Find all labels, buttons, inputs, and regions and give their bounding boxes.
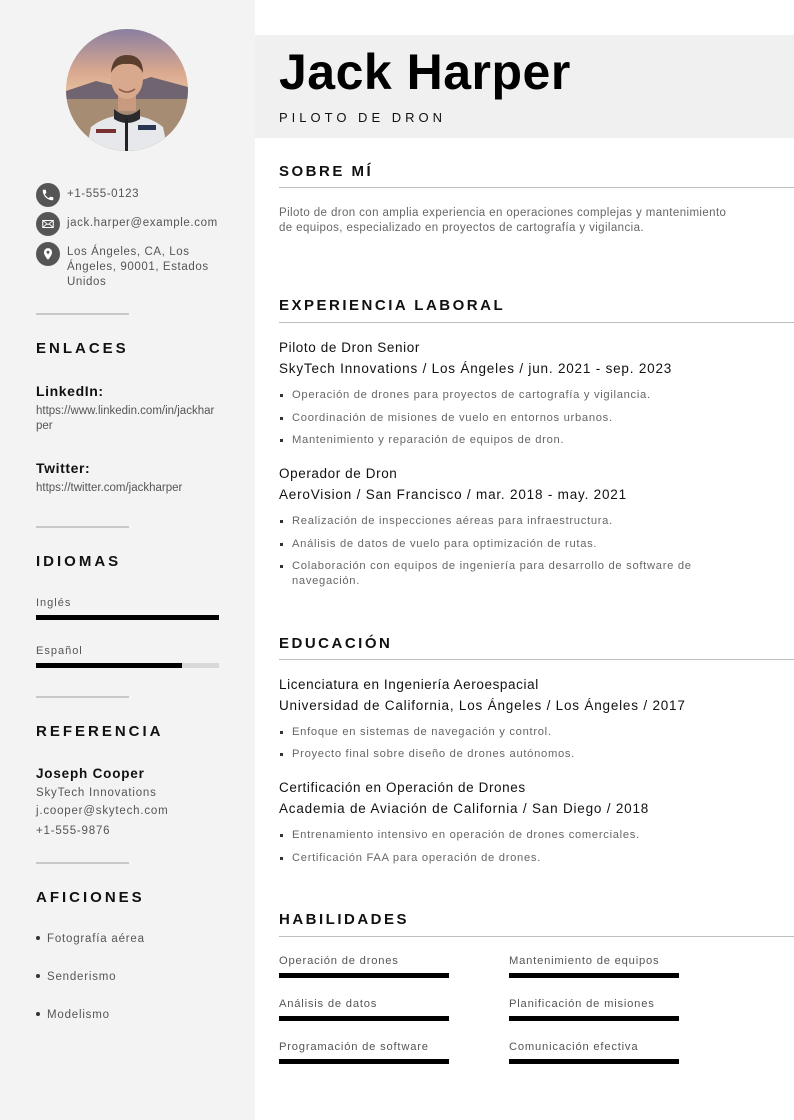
language-level-bar — [36, 615, 219, 620]
skill-level-bar — [279, 1059, 449, 1064]
divider — [36, 526, 129, 528]
skill-level-bar — [509, 973, 679, 978]
contact-address — [36, 242, 217, 290]
degree-title: Licenciatura en Ingeniería Aeroespacial — [279, 677, 539, 692]
skill-level-fill — [509, 1059, 679, 1064]
job-bullet: Operación de drones para proyectos de cartografía y vigilancia. — [279, 388, 749, 403]
skill-name: Programación de software — [279, 1041, 429, 1053]
language-level-fill — [36, 615, 219, 620]
language-level-fill — [36, 663, 182, 668]
hobby-item — [36, 933, 145, 945]
reference-heading: REFERENCIA — [36, 723, 164, 740]
degree-details: Academia de Aviación de California / San Diego / 2018 — [279, 801, 650, 816]
language-level-bar — [36, 663, 219, 668]
job-bullet: Realización de inspecciones aéreas para infraestructura. — [279, 514, 749, 529]
bullet-icon — [36, 974, 40, 978]
reference-company: SkyTech Innovations — [36, 787, 157, 799]
education-bullet: Enfoque en sistemas de navegación y control. — [279, 725, 749, 740]
section-rule — [279, 187, 794, 188]
skill-name: Operación de drones — [279, 955, 399, 967]
job-role: Operador de Dron — [279, 466, 398, 481]
twitter-link[interactable]: https://twitter.com/jackharper — [36, 482, 183, 494]
job-bullet: Mantenimiento y reparación de equipos de dron. — [279, 433, 749, 448]
skill-level-fill — [279, 1059, 449, 1064]
language-name: Español — [36, 645, 83, 657]
experience-heading: EXPERIENCIA LABORAL — [279, 297, 506, 314]
education-bullet: Entrenamiento intensivo en operación de drones comerciales. — [279, 828, 749, 843]
job-bullet: Coordinación de misiones de vuelo en entornos urbanos. — [279, 411, 749, 426]
address-text: Los Ángeles, CA, Los Ángeles, 90001, Estados Unidos — [67, 246, 209, 288]
skill-level-bar — [279, 1016, 449, 1021]
job-bullet: Análisis de datos de vuelo para optimización de rutas. — [279, 537, 749, 552]
job-title: PILOTO DE DRON — [279, 110, 447, 125]
sidebar — [0, 0, 255, 1120]
hobby-label: Fotografía aérea — [47, 933, 145, 945]
skill-level-fill — [509, 973, 679, 978]
skill-level-bar — [509, 1016, 679, 1021]
skill-level-bar — [279, 973, 449, 978]
reference-email[interactable]: j.cooper@skytech.com — [36, 805, 169, 817]
divider — [36, 696, 129, 698]
reference-name: Joseph Cooper — [36, 766, 145, 781]
section-rule — [279, 322, 794, 323]
email-text[interactable]: jack.harper@example.com — [67, 217, 218, 229]
skill-name: Análisis de datos — [279, 998, 378, 1010]
hobby-label: Modelismo — [47, 1009, 110, 1021]
skills-heading: HABILIDADES — [279, 911, 410, 928]
reference-phone[interactable]: +1-555-9876 — [36, 825, 111, 837]
skill-name: Mantenimiento de equipos — [509, 955, 660, 967]
divider — [36, 862, 129, 864]
education-bullet: Certificación FAA para operación de drones. — [279, 851, 749, 866]
degree-title: Certificación en Operación de Drones — [279, 780, 526, 795]
portrait-image — [66, 29, 188, 151]
skill-level-bar — [509, 1059, 679, 1064]
phone-icon — [36, 183, 60, 207]
education-bullet: Proyecto final sobre diseño de drones autónomos. — [279, 747, 749, 762]
bullet-icon — [36, 936, 40, 940]
language-name: Inglés — [36, 597, 72, 609]
main-content — [255, 0, 794, 1120]
candidate-name: Jack Harper — [279, 44, 571, 100]
skill-level-fill — [509, 1016, 679, 1021]
skill-level-fill — [279, 973, 449, 978]
about-text: Piloto de dron con amplia experiencia en operaciones complejas y mantenimiento de equipos, especializado en proyectos de cartografía y vigilancia. — [279, 207, 727, 234]
education-heading: EDUCACIÓN — [279, 635, 393, 652]
links-heading: ENLACES — [36, 340, 129, 357]
languages-heading: IDIOMAS — [36, 553, 122, 570]
job-bullet: Colaboración con equipos de ingeniería para desarrollo de software de navegación. — [279, 559, 749, 588]
about-heading: SOBRE MÍ — [279, 163, 374, 180]
bullet-icon — [36, 1012, 40, 1016]
hobby-item — [36, 971, 116, 983]
job-details: SkyTech Innovations / Los Ángeles / jun. 2021 - sep. 2023 — [279, 361, 673, 376]
envelope-icon — [36, 212, 60, 236]
contact-email — [36, 212, 237, 236]
phone-text[interactable]: +1-555-0123 — [67, 188, 140, 200]
contact-phone — [36, 183, 217, 207]
hobbies-heading: AFICIONES — [36, 889, 145, 906]
section-rule — [279, 936, 794, 937]
linkedin-label: LinkedIn: — [36, 383, 104, 399]
section-rule — [279, 659, 794, 660]
twitter-label: Twitter: — [36, 460, 91, 476]
job-details: AeroVision / San Francisco / mar. 2018 - may. 2021 — [279, 487, 627, 502]
profile-photo — [66, 29, 188, 151]
divider — [36, 313, 129, 315]
degree-details: Universidad de California, Los Ángeles / Los Ángeles / 2017 — [279, 698, 686, 713]
location-pin-icon — [36, 242, 60, 266]
linkedin-link[interactable]: https://www.linkedin.com/in/jackharper — [36, 405, 215, 432]
hobby-label: Senderismo — [47, 971, 117, 983]
job-role: Piloto de Dron Senior — [279, 340, 420, 355]
skill-name: Planificación de misiones — [509, 998, 655, 1010]
skill-level-fill — [279, 1016, 449, 1021]
skill-name: Comunicación efectiva — [509, 1041, 639, 1053]
hobby-item — [36, 1009, 110, 1021]
